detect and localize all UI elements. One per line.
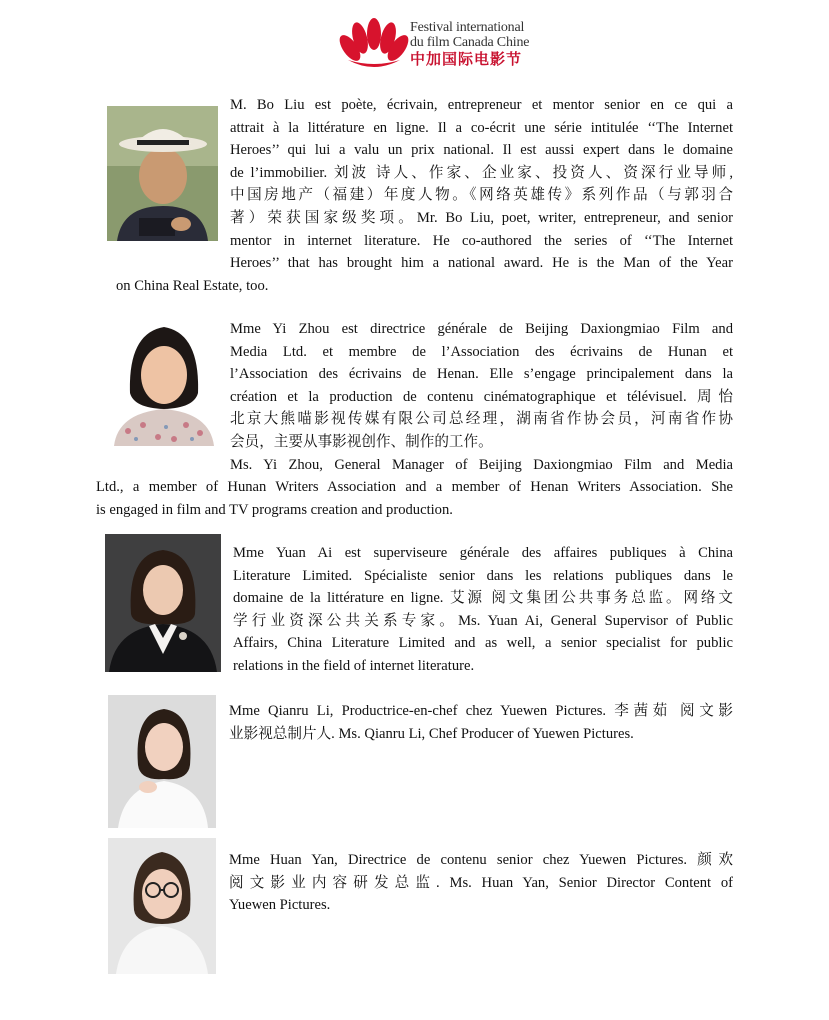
bio-yi-zhou-tail: [96, 476, 733, 521]
bio-line: domaine de la littérature en ligne. 艾源 阅文集团公共事务总监。网络文: [233, 590, 733, 607]
portrait-bo-liu: [107, 106, 218, 241]
bio-line: 著）荣获国家级奖项。Mr. Bo Liu, poet, writer, entrepreneur, and senior: [230, 209, 733, 226]
bio-line: attrait à la littérature en ligne. Il a co-écrit une série intitulée ‘‘The Internet: [230, 119, 733, 136]
logo-text-chinese: 中加国际电影节: [410, 50, 523, 68]
bio-line: mentor in internet literature. He co-authored the series of ‘‘The Internet: [230, 232, 733, 249]
bio-line: Heroes’’ that has brought him a national award. He is the Man of the Year: [230, 255, 733, 272]
bio-line: 中国房地产（福建）年度人物。《网络英雄传》系列作品（与郭羽合: [230, 187, 733, 204]
bio-line: 北京大熊喵影视传媒有限公司总经理，湖南省作协会员，河南省作协: [230, 411, 733, 428]
bio-bo-liu-tail: [116, 275, 733, 298]
flower-logo-icon: [338, 18, 412, 72]
bio-huan-yan: [229, 849, 733, 917]
bio-line: Ltd., a member of Hunan Writers Association and a member of Henan Writers Association. She: [96, 479, 733, 495]
bio-line: Mme Yuan Ai est superviseure générale des affaires publiques à China: [233, 545, 733, 561]
festival-logo: [338, 18, 538, 74]
bio-line: 学行业资深公共关系专家。Ms. Yuan Ai, General Supervisor of Public: [233, 612, 733, 629]
bio-line: is engaged in film and TV programs creation and production.: [96, 501, 453, 518]
bio-line: Affairs, China Literature Limited and as well, a senior specialist for public: [233, 635, 733, 652]
bio-line: relations in the field of internet literature.: [233, 657, 475, 674]
logo-text-line2: du film Canada Chine: [410, 35, 530, 50]
logo-text-line1: Festival international: [410, 20, 525, 35]
bio-line: l’Association des écrivains de Henan. Elle s’engage principalement dans la: [230, 366, 733, 383]
bio-yi-zhou: [230, 318, 733, 476]
bio-line: 阅文影业内容研发总监. Ms. Huan Yan, Senior Director Content of: [229, 874, 733, 891]
bio-line: on China Real Estate, too.: [116, 278, 269, 294]
bio-line: Yuewen Pictures.: [229, 897, 331, 914]
bio-line: Ms. Yi Zhou, General Manager of Beijing Daxiongmiao Film and Media: [230, 456, 733, 473]
bio-line: Literature Limited. Spécialiste senior dans les relations publiques dans le: [233, 567, 733, 584]
bio-line: de l’immobilier. 刘波 诗人、作家、企业家、投资人、资深行业导师,: [230, 164, 733, 181]
bio-line: Mme Huan Yan, Directrice de contenu senior chez Yuewen Pictures. 颜欢: [229, 852, 733, 868]
bio-qianru-li: [229, 700, 733, 745]
bio-line: création et la production de contenu cinématographique et télévisuel. 周怡: [230, 388, 733, 405]
bio-yuan-ai: [233, 542, 733, 678]
bio-line: Media Ltd. et membre de l’Association des écrivains de Hunan et: [230, 343, 733, 360]
portrait-yi-zhou: [108, 313, 219, 446]
bio-line: 会员，主要从事影视创作、制作的工作。: [230, 433, 493, 450]
portrait-huan-yan: [108, 838, 216, 974]
bio-line: Mme Qianru Li, Productrice-en-chef chez Yuewen Pictures. 李茜茹 阅文影: [229, 703, 733, 719]
portrait-yuan-ai: [105, 534, 221, 672]
bio-line: Heroes’’ qui lui a valu un prix national. Il est aussi expert dans le domaine: [230, 142, 733, 159]
bio-line: Mme Yi Zhou est directrice générale de Beijing Daxiongmiao Film and: [230, 321, 733, 337]
bio-line: 业影视总制片人. Ms. Qianru Li, Chef Producer of Yuewen Pictures.: [229, 725, 634, 742]
portrait-qianru-li: [108, 695, 216, 828]
bio-line: M. Bo Liu est poète, écrivain, entrepreneur et mentor senior en ce qui a: [230, 97, 733, 113]
bio-bo-liu: [230, 94, 733, 275]
